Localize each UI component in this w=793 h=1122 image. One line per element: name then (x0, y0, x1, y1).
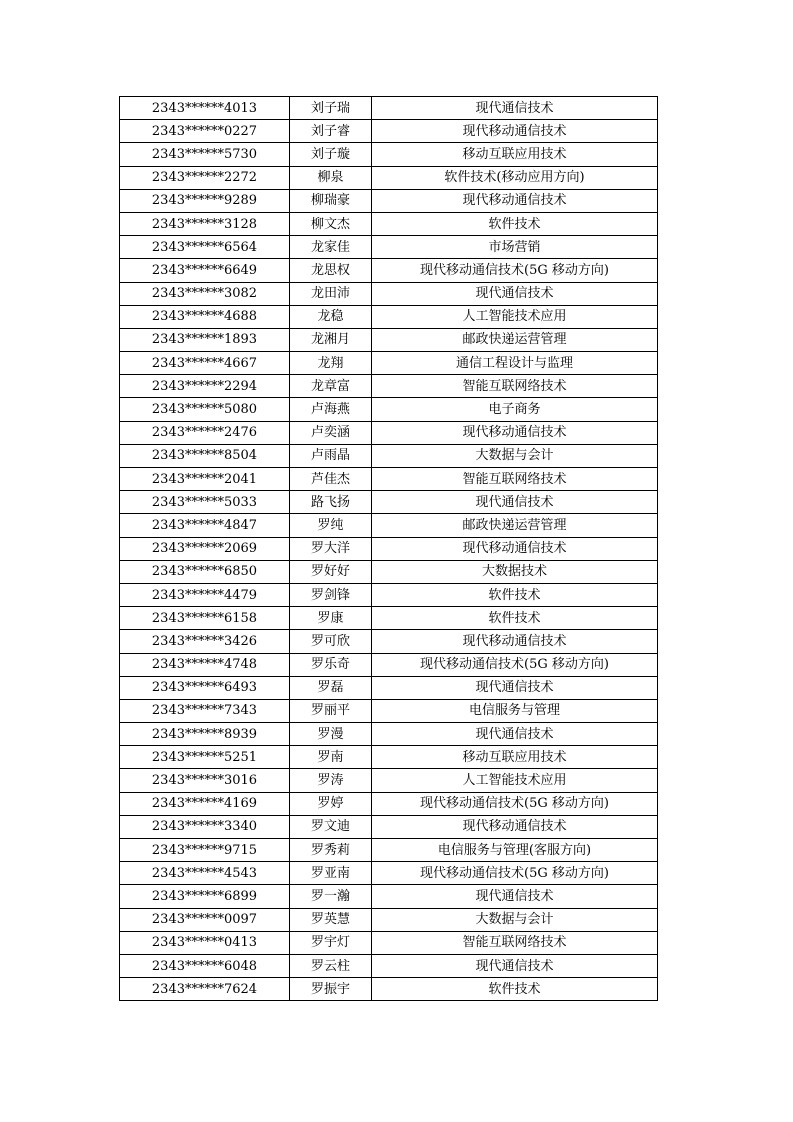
student-id-cell: 2343******0097 (120, 908, 290, 931)
table-row (120, 166, 658, 189)
table-row (120, 978, 658, 1001)
student-name-cell: 罗涛 (290, 769, 372, 792)
table-row (120, 97, 658, 120)
table-row (120, 305, 658, 328)
major-cell: 现代移动通信技术(5G 移动方向) (372, 862, 658, 885)
major-cell: 现代移动通信技术 (372, 120, 658, 143)
table-row (120, 723, 658, 746)
table-row (120, 769, 658, 792)
table-row (120, 143, 658, 166)
student-id-cell: 2343******3426 (120, 630, 290, 653)
student-name-cell: 罗康 (290, 607, 372, 630)
student-name-cell: 罗云柱 (290, 954, 372, 977)
student-id-cell: 2343******7343 (120, 699, 290, 722)
student-id-cell: 2343******0227 (120, 120, 290, 143)
major-cell: 现代通信技术 (372, 282, 658, 305)
student-id-cell: 2343******2041 (120, 468, 290, 491)
student-id-cell: 2343******6564 (120, 236, 290, 259)
roster-table (119, 96, 658, 1001)
table-row (120, 931, 658, 954)
major-cell: 移动互联应用技术 (372, 143, 658, 166)
student-id-cell: 2343******8939 (120, 723, 290, 746)
table-row (120, 282, 658, 305)
major-cell: 现代通信技术 (372, 676, 658, 699)
major-cell: 现代通信技术 (372, 723, 658, 746)
major-cell: 现代移动通信技术(5G 移动方向) (372, 792, 658, 815)
table-row (120, 352, 658, 375)
student-name-cell: 罗南 (290, 746, 372, 769)
student-name-cell: 龙思权 (290, 259, 372, 282)
student-name-cell: 罗好好 (290, 560, 372, 583)
major-cell: 软件技术 (372, 978, 658, 1001)
student-id-cell: 2343******8504 (120, 444, 290, 467)
table-row (120, 398, 658, 421)
student-name-cell: 龙章富 (290, 375, 372, 398)
student-name-cell: 柳瑞豪 (290, 189, 372, 212)
table-row (120, 259, 658, 282)
table-row (120, 491, 658, 514)
student-id-cell: 2343******9289 (120, 189, 290, 212)
major-cell: 移动互联应用技术 (372, 746, 658, 769)
major-cell: 现代移动通信技术 (372, 421, 658, 444)
student-id-cell: 2343******2476 (120, 421, 290, 444)
major-cell: 智能互联网络技术 (372, 375, 658, 398)
major-cell: 市场营销 (372, 236, 658, 259)
major-cell: 现代移动通信技术 (372, 630, 658, 653)
major-cell: 现代通信技术 (372, 885, 658, 908)
student-id-cell: 2343******2272 (120, 166, 290, 189)
student-name-cell: 龙湘月 (290, 328, 372, 351)
major-cell: 现代移动通信技术 (372, 537, 658, 560)
table-row (120, 746, 658, 769)
table-row (120, 908, 658, 931)
student-id-cell: 2343******6850 (120, 560, 290, 583)
student-name-cell: 龙家佳 (290, 236, 372, 259)
major-cell: 电信服务与管理(客服方向) (372, 839, 658, 862)
student-name-cell: 罗剑锋 (290, 583, 372, 606)
table-row (120, 444, 658, 467)
table-row (120, 676, 658, 699)
student-name-cell: 罗可欣 (290, 630, 372, 653)
table-row (120, 607, 658, 630)
student-id-cell: 2343******5730 (120, 143, 290, 166)
student-name-cell: 罗丽平 (290, 699, 372, 722)
student-id-cell: 2343******5251 (120, 746, 290, 769)
student-name-cell: 罗英慧 (290, 908, 372, 931)
major-cell: 现代通信技术 (372, 491, 658, 514)
major-cell: 电子商务 (372, 398, 658, 421)
student-name-cell: 柳泉 (290, 166, 372, 189)
major-cell: 软件技术 (372, 583, 658, 606)
student-id-cell: 2343******0413 (120, 931, 290, 954)
student-id-cell: 2343******5080 (120, 398, 290, 421)
student-id-cell: 2343******9715 (120, 839, 290, 862)
student-id-cell: 2343******2294 (120, 375, 290, 398)
major-cell: 人工智能技术应用 (372, 305, 658, 328)
student-name-cell: 卢奕涵 (290, 421, 372, 444)
student-name-cell: 罗文迪 (290, 815, 372, 838)
table-row (120, 653, 658, 676)
student-id-cell: 2343******4688 (120, 305, 290, 328)
major-cell: 大数据与会计 (372, 908, 658, 931)
table-row (120, 560, 658, 583)
table-row (120, 212, 658, 235)
student-id-cell: 2343******2069 (120, 537, 290, 560)
student-id-cell: 2343******4847 (120, 514, 290, 537)
major-cell: 邮政快递运营管理 (372, 514, 658, 537)
major-cell: 智能互联网络技术 (372, 468, 658, 491)
major-cell: 软件技术 (372, 607, 658, 630)
major-cell: 现代移动通信技术(5G 移动方向) (372, 259, 658, 282)
student-id-cell: 2343******4013 (120, 97, 290, 120)
table-row (120, 792, 658, 815)
table-row (120, 815, 658, 838)
roster-body (120, 97, 658, 1001)
table-row (120, 537, 658, 560)
major-cell: 通信工程设计与监理 (372, 352, 658, 375)
student-id-cell: 2343******4667 (120, 352, 290, 375)
student-id-cell: 2343******7624 (120, 978, 290, 1001)
major-cell: 邮政快递运营管理 (372, 328, 658, 351)
student-id-cell: 2343******6899 (120, 885, 290, 908)
table-row (120, 630, 658, 653)
student-name-cell: 刘子睿 (290, 120, 372, 143)
student-name-cell: 卢海燕 (290, 398, 372, 421)
student-name-cell: 罗一瀚 (290, 885, 372, 908)
table-row (120, 885, 658, 908)
student-name-cell: 罗秀莉 (290, 839, 372, 862)
table-row (120, 328, 658, 351)
major-cell: 电信服务与管理 (372, 699, 658, 722)
student-id-cell: 2343******3082 (120, 282, 290, 305)
student-id-cell: 2343******3128 (120, 212, 290, 235)
table-row (120, 514, 658, 537)
table-row (120, 189, 658, 212)
major-cell: 大数据与会计 (372, 444, 658, 467)
table-row (120, 468, 658, 491)
table-row (120, 120, 658, 143)
student-id-cell: 2343******4479 (120, 583, 290, 606)
student-name-cell: 罗宇灯 (290, 931, 372, 954)
student-name-cell: 柳文杰 (290, 212, 372, 235)
student-id-cell: 2343******6493 (120, 676, 290, 699)
major-cell: 大数据技术 (372, 560, 658, 583)
student-name-cell: 罗亚南 (290, 862, 372, 885)
student-name-cell: 罗纯 (290, 514, 372, 537)
student-name-cell: 刘子璇 (290, 143, 372, 166)
major-cell: 现代通信技术 (372, 954, 658, 977)
student-name-cell: 罗乐奇 (290, 653, 372, 676)
table-row (120, 839, 658, 862)
student-id-cell: 2343******6048 (120, 954, 290, 977)
student-name-cell: 卢雨晶 (290, 444, 372, 467)
table-row (120, 375, 658, 398)
student-id-cell: 2343******4543 (120, 862, 290, 885)
student-name-cell: 罗婷 (290, 792, 372, 815)
student-name-cell: 罗磊 (290, 676, 372, 699)
table-row (120, 583, 658, 606)
student-id-cell: 2343******1893 (120, 328, 290, 351)
student-name-cell: 路飞扬 (290, 491, 372, 514)
table-row (120, 421, 658, 444)
major-cell: 软件技术(移动应用方向) (372, 166, 658, 189)
student-id-cell: 2343******3340 (120, 815, 290, 838)
table-row (120, 236, 658, 259)
student-id-cell: 2343******4169 (120, 792, 290, 815)
student-name-cell: 罗大洋 (290, 537, 372, 560)
table-row (120, 699, 658, 722)
student-name-cell: 龙田沛 (290, 282, 372, 305)
student-name-cell: 龙翔 (290, 352, 372, 375)
student-name-cell: 罗漫 (290, 723, 372, 746)
student-name-cell: 芦佳杰 (290, 468, 372, 491)
major-cell: 软件技术 (372, 212, 658, 235)
student-name-cell: 龙稳 (290, 305, 372, 328)
student-name-cell: 罗振宇 (290, 978, 372, 1001)
student-id-cell: 2343******4748 (120, 653, 290, 676)
student-id-cell: 2343******3016 (120, 769, 290, 792)
student-name-cell: 刘子瑞 (290, 97, 372, 120)
student-id-cell: 2343******5033 (120, 491, 290, 514)
major-cell: 智能互联网络技术 (372, 931, 658, 954)
major-cell: 现代移动通信技术 (372, 815, 658, 838)
student-id-cell: 2343******6649 (120, 259, 290, 282)
student-id-cell: 2343******6158 (120, 607, 290, 630)
table-row (120, 954, 658, 977)
major-cell: 人工智能技术应用 (372, 769, 658, 792)
major-cell: 现代移动通信技术(5G 移动方向) (372, 653, 658, 676)
major-cell: 现代移动通信技术 (372, 189, 658, 212)
table-row (120, 862, 658, 885)
major-cell: 现代通信技术 (372, 97, 658, 120)
